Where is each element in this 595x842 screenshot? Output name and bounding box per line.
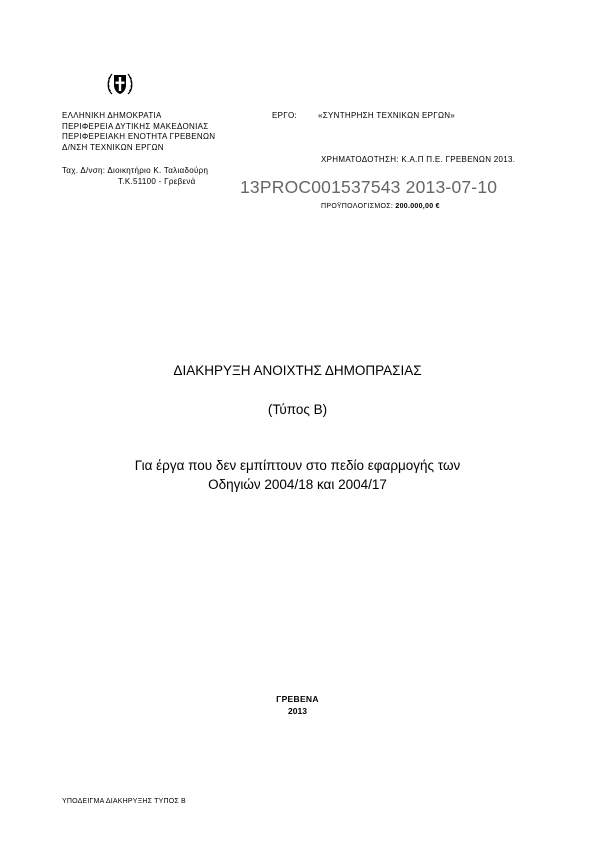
org-line-region: ΠΕΡΙΦΕΡΕΙΑ ΔΥΤΙΚΗΣ ΜΑΚΕΔΟΝΙΑΣ (62, 121, 209, 131)
address-line: Ταχ. Δ/νση: Διοικητήριο Κ. Ταλιαδούρη (62, 166, 209, 175)
budget-line (321, 202, 440, 213)
greek-coat-of-arms-icon (106, 70, 134, 98)
org-line-country: ΕΛΛΗΝΙΚΗ ΔΗΜΟΚΡΑΤΙΑ (62, 111, 162, 120)
postal-line: Τ.Κ.51100 - Γρεβενά (118, 177, 196, 186)
place-city: ΓΡΕΒΕΝΑ (276, 694, 319, 704)
subtitle-line-2: Οδηγιών 2004/18 και 2004/17 (208, 477, 387, 492)
org-line-regional-unit: ΠΕΡΙΦΕΡΕΙΑΚΗ ΕΝΟΤΗΤΑ ΓΡΕΒΕΝΩΝ (62, 132, 216, 141)
funding-line: ΧΡΗΜΑΤΟΔΟΤΗΣΗ: Κ.Α.Π Π.Ε. ΓΡΕΒΕΝΩΝ 2013. (321, 155, 516, 164)
organization-block (62, 111, 215, 153)
document-type: (Τύπος Β) (267, 402, 328, 417)
budget-label: ΠΡΟΫΠΟΛΟΓΙΣΜΟΣ: (321, 203, 394, 210)
org-line-directorate: Δ/ΝΣΗ ΤΕΧΝΙΚΩΝ ΕΡΓΩΝ (62, 142, 164, 152)
project-label: ΕΡΓΟ: (272, 111, 298, 120)
project-value: «ΣΥΝΤΗΡΗΣΗ ΤΕΧΝΙΚΩΝ ΕΡΓΩΝ» (318, 111, 456, 120)
place-year: 2013 (288, 706, 307, 716)
budget-value: 200.000,00 € (395, 203, 440, 210)
document-title: ΔΙΑΚΗΡΥΞΗ ΑΝΟΙΧΤΗΣ ΔΗΜΟΠΡΑΣΙΑΣ (173, 363, 422, 378)
registry-stamp: 13PROC001537543 2013-07-10 (240, 177, 498, 197)
subtitle-line-1: Για έργα που δεν εμπίπτουν στο πεδίο εφαρμογής των (134, 458, 461, 473)
footer-text: ΥΠΟΔΕΙΓΜΑ ΔΙΑΚΗΡΥΞΗΣ ΤΥΠΟΣ Β (62, 798, 186, 805)
